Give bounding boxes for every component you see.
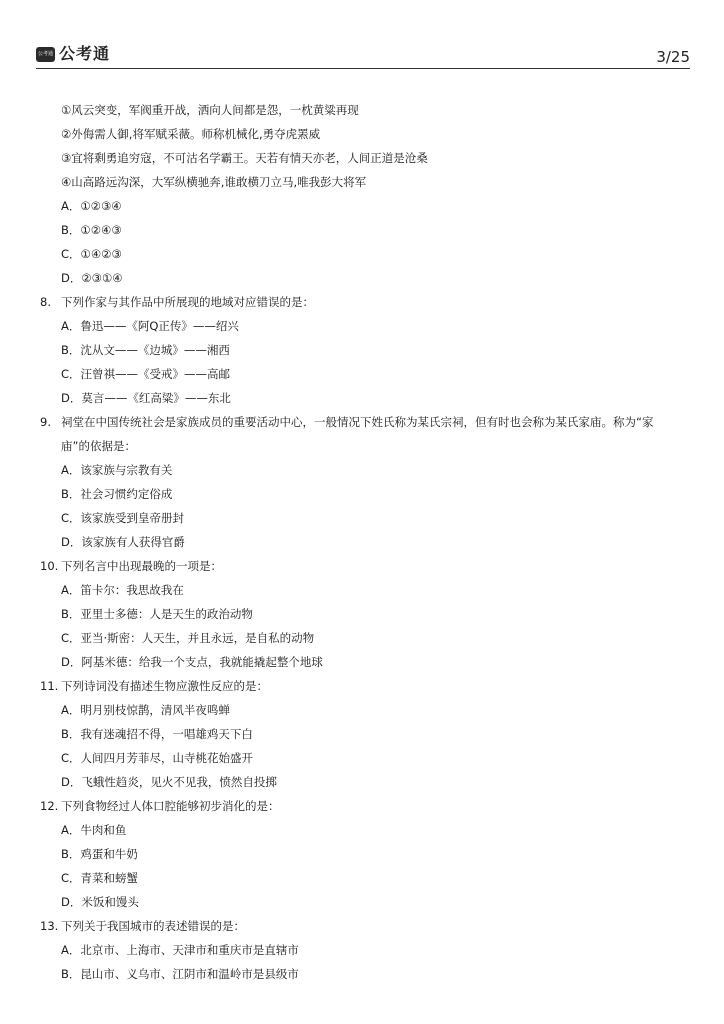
- page-number: 3/25: [656, 48, 690, 66]
- question-content: [40, 98, 680, 986]
- q9-option-a: A．该家族与宗教有关: [61, 463, 173, 477]
- question-number: 9.: [40, 415, 51, 429]
- q10-option-a: A．笛卡尔：我思故我在: [61, 583, 184, 597]
- q11-option-b: B．我有迷魂招不得，一唱雄鸡天下白: [61, 727, 253, 741]
- question-stem: 下列诗词没有描述生物应激性反应的是：: [61, 679, 268, 693]
- question-stem: 下列名言中出现最晚的一项是：: [61, 559, 222, 573]
- logo-icon: [36, 47, 55, 62]
- question-10: [40, 554, 680, 578]
- q7-item: ③宜将剩勇追穷寇，不可沽名学霸王。天若有情天亦老，人间正道是沧桑: [61, 151, 428, 165]
- q11-option-c: C．人间四月芳菲尽，山寺桃花始盛开: [61, 751, 254, 765]
- question-number: 8.: [40, 295, 51, 309]
- question-9: [40, 410, 680, 458]
- q9-option-d: D．该家族有人获得官爵: [61, 535, 185, 549]
- question-stem: 下列关于我国城市的表述错误的是：: [61, 919, 245, 933]
- question-stem: 下列作家与其作品中所展现的地域对应错误的是：: [61, 295, 314, 309]
- question-number: 13.: [40, 919, 59, 933]
- q12-option-c: C．青菜和螃蟹: [61, 871, 139, 885]
- q7-option-a: A．①②③④: [61, 199, 122, 213]
- q7-item: ④山高路远沟深，大军纵横驰奔,谁敢横刀立马,唯我彭大将军: [61, 175, 367, 189]
- q12-option-d: D．米饭和馒头: [61, 895, 139, 909]
- question-number: 12.: [40, 799, 59, 813]
- question-number: 10.: [40, 559, 59, 573]
- q11-option-d: D．飞蛾性趋炎，见火不见我，愤然自投掷: [61, 775, 277, 789]
- page-header: [36, 44, 690, 69]
- q8-option-d: D．莫言——《红高粱》——东北: [61, 391, 231, 405]
- q7-option-d: D．②③①④: [61, 271, 123, 285]
- question-8: [40, 290, 680, 314]
- q11-option-a: A．明月别枝惊鹊，清风半夜鸣蝉: [61, 703, 230, 717]
- q7-option-b: B．①②④③: [61, 223, 122, 237]
- q12-option-a: A．牛肉和鱼: [61, 823, 127, 837]
- question-stem: 祠堂在中国传统社会是家族成员的重要活动中心，一般情况下姓氏称为某氏宗祠，但有时也会称为某氏家庙。称为“家庙”的依据是：: [61, 415, 654, 453]
- q13-option-a: A．北京市、上海市、天津市和重庆市是直辖市: [61, 943, 299, 957]
- q7-option-c: C．①④②③: [61, 247, 122, 261]
- question-12: [40, 794, 680, 818]
- logo-mark: 公考通: [37, 51, 53, 57]
- q9-option-c: C．该家族受到皇帝册封: [61, 511, 185, 525]
- q13-option-b: B．昆山市、义乌市、江阴市和温岭市是县级市: [61, 967, 299, 981]
- q10-option-d: D．阿基米德：给我一个支点，我就能撬起整个地球: [61, 655, 323, 669]
- question-13: [40, 914, 680, 938]
- q7-item: ①风云突变，军阀重开战，洒向人间都是怨，一枕黄粱再现: [61, 103, 359, 117]
- question-stem: 下列食物经过人体口腔能够初步消化的是：: [61, 799, 280, 813]
- question-number: 11.: [40, 679, 59, 693]
- q10-option-b: B．亚里士多德：人是天生的政治动物: [61, 607, 253, 621]
- q8-option-a: A．鲁迅——《阿Q正传》——绍兴: [61, 319, 239, 333]
- question-11: [40, 674, 680, 698]
- q10-option-c: C．亚当·斯密：人天生，并且永远，是自私的动物: [61, 631, 315, 645]
- q9-option-b: B．社会习惯约定俗成: [61, 487, 173, 501]
- q8-option-c: C．汪曾祺——《受戒》——高邮: [61, 367, 231, 381]
- q8-option-b: B．沈从文——《边城》——湘西: [61, 343, 230, 357]
- brand-name: 公考通: [59, 44, 111, 63]
- q12-option-b: B．鸡蛋和牛奶: [61, 847, 138, 861]
- q7-item: ②外侮需人御,将军赋采薇。师称机械化,勇夺虎罴威: [61, 127, 321, 141]
